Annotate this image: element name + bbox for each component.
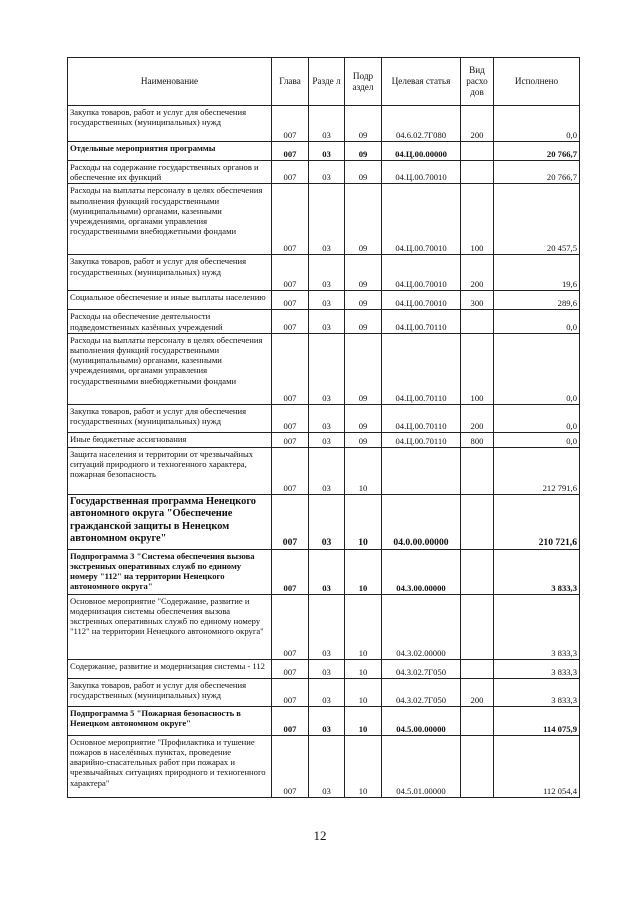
cell-vid: 800	[461, 432, 494, 447]
cell-razdel: 03	[309, 678, 345, 706]
col-header-vid: Вид расхо дов	[461, 58, 494, 106]
cell-podrazdel: 10	[345, 659, 382, 678]
cell-celevaya: 04.3.02.7Г050	[382, 659, 461, 678]
cell-celevaya: 04.0.00.00000	[382, 494, 461, 549]
cell-celevaya: 04.Ц.00.70110	[382, 404, 461, 432]
cell-razdel: 03	[309, 255, 345, 291]
cell-razdel: 03	[309, 184, 345, 255]
cell-name: Расходы на выплаты персоналу в целях обеспечения выполнения функций государственными (муниципальными) органами, казенными учреждениями, органами управления государственными внебюджетными фондами	[68, 333, 272, 404]
cell-celevaya: 04.Ц.00.70010	[382, 291, 461, 310]
cell-vid	[461, 161, 494, 184]
table-row	[68, 310, 580, 333]
table-row	[68, 333, 580, 404]
cell-celevaya: 04.3.02.7Г050	[382, 678, 461, 706]
cell-ispolneno: 20 766,7	[494, 142, 580, 161]
col-header-celevaya: Целевая статья	[382, 58, 461, 106]
cell-name: Государственная программа Ненецкого автономного округа "Обеспечение гражданской защиты в Ненецком автономном округе"	[68, 494, 272, 549]
cell-podrazdel: 10	[345, 494, 382, 549]
cell-celevaya: 04.6.02.7Г080	[382, 106, 461, 142]
cell-name: Отдельные мероприятия программы	[68, 142, 272, 161]
cell-podrazdel: 09	[345, 142, 382, 161]
cell-name: Содержание, развитие и модернизация системы - 112	[68, 659, 272, 678]
cell-name: Основное мероприятие "Профилактика и тушение пожаров в населённых пунктах, проведение аварийно-спасательных работ при пожарах и чрезвычайных ситуациях природного и техногенного характера"	[68, 735, 272, 797]
cell-vid	[461, 494, 494, 549]
table-header	[68, 58, 580, 106]
cell-glava: 007	[272, 706, 309, 735]
cell-vid	[461, 659, 494, 678]
cell-name: Социальное обеспечение и иные выплаты населению	[68, 291, 272, 310]
cell-podrazdel: 10	[345, 735, 382, 797]
cell-razdel: 03	[309, 735, 345, 797]
cell-ispolneno: 20 457,5	[494, 184, 580, 255]
cell-vid: 200	[461, 106, 494, 142]
cell-podrazdel: 09	[345, 106, 382, 142]
cell-podrazdel: 09	[345, 404, 382, 432]
cell-vid	[461, 310, 494, 333]
cell-vid	[461, 594, 494, 659]
cell-vid	[461, 706, 494, 735]
cell-razdel: 03	[309, 291, 345, 310]
cell-glava: 007	[272, 404, 309, 432]
cell-glava: 007	[272, 291, 309, 310]
cell-razdel: 03	[309, 404, 345, 432]
table-row	[68, 494, 580, 549]
table-row	[68, 549, 580, 594]
cell-ispolneno: 20 766,7	[494, 161, 580, 184]
table-row	[68, 659, 580, 678]
table-row	[68, 432, 580, 447]
cell-glava: 007	[272, 255, 309, 291]
table-row	[68, 184, 580, 255]
cell-celevaya	[382, 447, 461, 494]
table-row	[68, 447, 580, 494]
cell-celevaya: 04.Ц.00.70110	[382, 310, 461, 333]
cell-razdel: 03	[309, 659, 345, 678]
cell-vid	[461, 735, 494, 797]
cell-podrazdel: 09	[345, 255, 382, 291]
cell-podrazdel: 09	[345, 310, 382, 333]
table-row	[68, 594, 580, 659]
table-row	[68, 678, 580, 706]
cell-podrazdel: 10	[345, 549, 382, 594]
cell-name: Основное мероприятие "Содержание, развитие и модернизация системы обеспечения вызова экстренных оперативных служб по единому номеру "112" на территории Ненецкого автономного округа"	[68, 594, 272, 659]
cell-ispolneno: 3 833,3	[494, 678, 580, 706]
cell-ispolneno: 210 721,6	[494, 494, 580, 549]
cell-ispolneno: 0,0	[494, 310, 580, 333]
col-header-razdel: Разде л	[309, 58, 345, 106]
table-row	[68, 255, 580, 291]
cell-podrazdel: 10	[345, 706, 382, 735]
cell-razdel: 03	[309, 432, 345, 447]
cell-name: Подпрограмма 3 "Система обеспечения вызова экстренных оперативных служб по единому номеру "112" на территории Ненецкого автономного округа"	[68, 549, 272, 594]
cell-name: Подпрограмма 5 "Пожарная безопасность в Ненецком автономном округе"	[68, 706, 272, 735]
cell-name: Расходы на выплаты персоналу в целях обеспечения выполнения функций государственными (муниципальными) органами, казенными учреждениями, органами управления государственными внебюджетными фондами	[68, 184, 272, 255]
cell-glava: 007	[272, 184, 309, 255]
cell-razdel: 03	[309, 333, 345, 404]
cell-podrazdel: 10	[345, 594, 382, 659]
col-header-podrazdel: Подр аздел	[345, 58, 382, 106]
cell-razdel: 03	[309, 447, 345, 494]
cell-glava: 007	[272, 333, 309, 404]
cell-vid: 100	[461, 184, 494, 255]
cell-ispolneno: 19,6	[494, 255, 580, 291]
cell-podrazdel: 10	[345, 447, 382, 494]
cell-razdel: 03	[309, 106, 345, 142]
cell-celevaya: 04.Ц.00.70110	[382, 432, 461, 447]
cell-vid	[461, 549, 494, 594]
page-number: 12	[313, 828, 327, 843]
cell-podrazdel: 09	[345, 161, 382, 184]
table-row	[68, 291, 580, 310]
cell-name: Закупка товаров, работ и услуг для обеспечения государственных (муниципальных) нужд	[68, 678, 272, 706]
cell-podrazdel: 09	[345, 184, 382, 255]
cell-glava: 007	[272, 659, 309, 678]
cell-podrazdel: 09	[345, 432, 382, 447]
cell-vid	[461, 447, 494, 494]
cell-name: Защита населения и территории от чрезвычайных ситуаций природного и техногенного характера, пожарная безопасность	[68, 447, 272, 494]
cell-vid: 100	[461, 333, 494, 404]
cell-celevaya: 04.5.00.00000	[382, 706, 461, 735]
cell-glava: 007	[272, 494, 309, 549]
cell-ispolneno: 3 833,3	[494, 659, 580, 678]
cell-ispolneno: 114 075,9	[494, 706, 580, 735]
cell-name: Закупка товаров, работ и услуг для обеспечения государственных (муниципальных) нужд	[68, 404, 272, 432]
table-row	[68, 161, 580, 184]
table-row	[68, 106, 580, 142]
table-row	[68, 142, 580, 161]
cell-glava: 007	[272, 549, 309, 594]
col-header-glava: Глава	[272, 58, 309, 106]
cell-celevaya: 04.Ц.00.70010	[382, 161, 461, 184]
cell-ispolneno: 3 833,3	[494, 594, 580, 659]
cell-name: Закупка товаров, работ и услуг для обеспечения государственных (муниципальных) нужд	[68, 106, 272, 142]
cell-glava: 007	[272, 447, 309, 494]
cell-ispolneno: 0,0	[494, 106, 580, 142]
col-header-ispolneno: Исполнено	[494, 58, 580, 106]
cell-celevaya: 04.5.01.00000	[382, 735, 461, 797]
cell-razdel: 03	[309, 161, 345, 184]
cell-glava: 007	[272, 106, 309, 142]
cell-glava: 007	[272, 310, 309, 333]
cell-ispolneno: 289,6	[494, 291, 580, 310]
cell-razdel: 03	[309, 494, 345, 549]
cell-podrazdel: 09	[345, 291, 382, 310]
cell-glava: 007	[272, 161, 309, 184]
cell-celevaya: 04.Ц.00.00000	[382, 142, 461, 161]
cell-celevaya: 04.3.02.00000	[382, 594, 461, 659]
cell-razdel: 03	[309, 310, 345, 333]
cell-name: Расходы на содержание государственных органов и обеспечение их функций	[68, 161, 272, 184]
cell-razdel: 03	[309, 549, 345, 594]
table-row	[68, 706, 580, 735]
cell-razdel: 03	[309, 142, 345, 161]
cell-vid: 200	[461, 255, 494, 291]
cell-ispolneno: 3 833,3	[494, 549, 580, 594]
cell-razdel: 03	[309, 706, 345, 735]
cell-celevaya: 04.3.00.00000	[382, 549, 461, 594]
cell-vid: 200	[461, 678, 494, 706]
cell-podrazdel: 10	[345, 678, 382, 706]
cell-ispolneno: 0,0	[494, 333, 580, 404]
cell-glava: 007	[272, 735, 309, 797]
cell-vid	[461, 142, 494, 161]
cell-vid: 200	[461, 404, 494, 432]
cell-razdel: 03	[309, 594, 345, 659]
cell-ispolneno: 0,0	[494, 432, 580, 447]
cell-ispolneno: 0,0	[494, 404, 580, 432]
cell-name: Расходы на обеспечение деятельности подведомственных казённых учреждений	[68, 310, 272, 333]
cell-ispolneno: 112 054,4	[494, 735, 580, 797]
cell-glava: 007	[272, 594, 309, 659]
cell-name: Иные бюджетные ассигнования	[68, 432, 272, 447]
cell-celevaya: 04.Ц.00.70010	[382, 255, 461, 291]
cell-glava: 007	[272, 432, 309, 447]
col-header-name: Наименование	[68, 58, 272, 106]
table-row	[68, 404, 580, 432]
cell-vid: 300	[461, 291, 494, 310]
cell-glava: 007	[272, 142, 309, 161]
cell-glava: 007	[272, 678, 309, 706]
table-row	[68, 735, 580, 797]
cell-celevaya: 04.Ц.00.70010	[382, 184, 461, 255]
budget-table	[67, 57, 580, 798]
cell-podrazdel: 09	[345, 333, 382, 404]
cell-ispolneno: 212 791,6	[494, 447, 580, 494]
cell-name: Закупка товаров, работ и услуг для обеспечения государственных (муниципальных) нужд	[68, 255, 272, 291]
cell-celevaya: 04.Ц.00.70110	[382, 333, 461, 404]
